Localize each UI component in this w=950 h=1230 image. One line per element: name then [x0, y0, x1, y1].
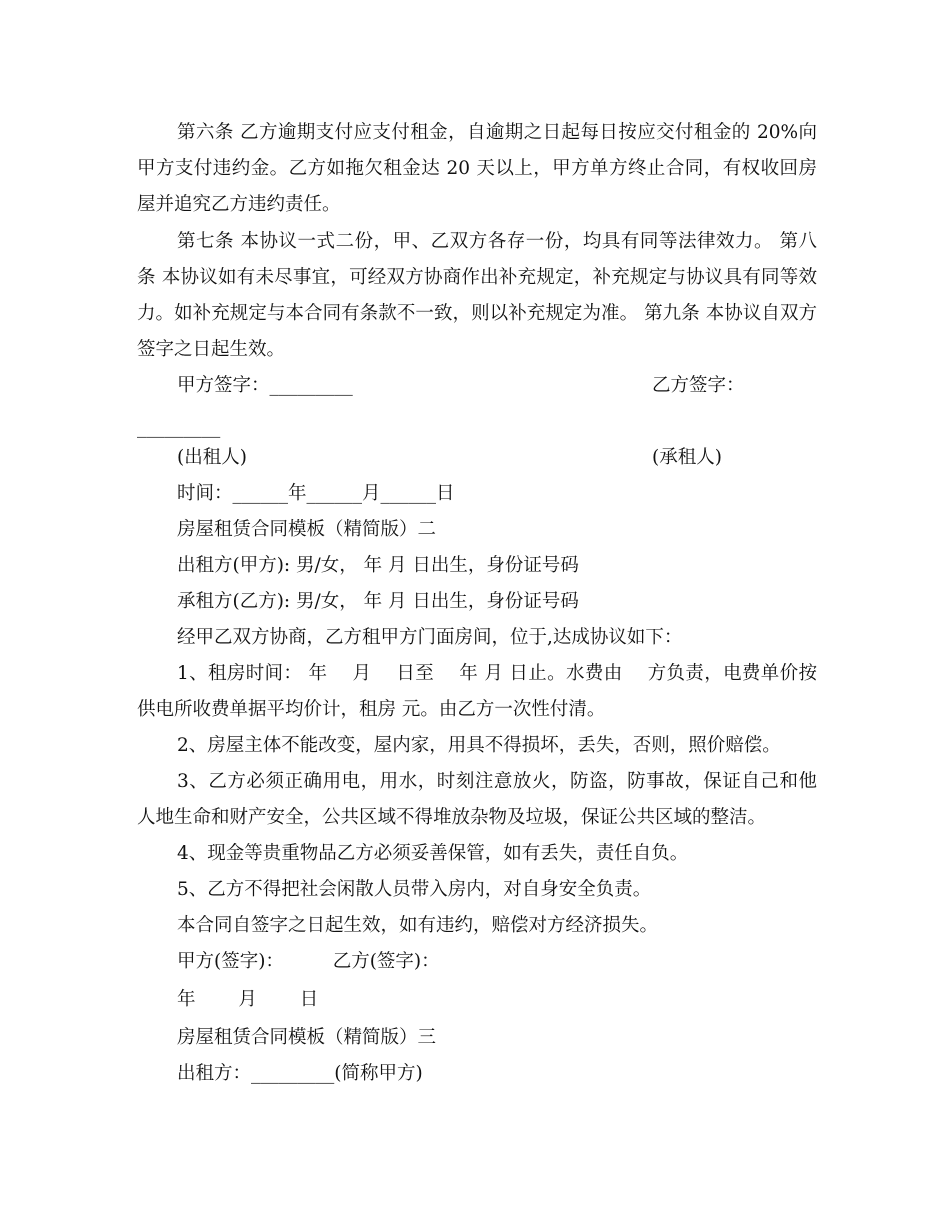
lessee-label: (承租人) [652, 447, 722, 468]
template-2-item-4: 4、现金等贵重物品乙方必须妥善保管，如有丢失，责任自负。 [177, 843, 689, 864]
template-2-lessee: 承租方(乙方): 男/女， 年 月 日出生，身份证号码 [177, 591, 579, 612]
template-2-intro: 经甲乙双方协商，乙方租甲方门面房间，位于,达成协议如下： [177, 627, 683, 648]
template-2-lessor: 出租方(甲方): 男/女， 年 月 日出生，身份证号码 [177, 555, 579, 576]
party-b-signature-label: 乙方签字： [652, 375, 745, 396]
sign-date-line: 时间：______年______月______日 [177, 483, 455, 504]
template-2-effective-clause: 本合同自签字之日起生效，如有违约，赔偿对方经济损失。 [177, 915, 659, 936]
template-2-item-5: 5、乙方不得把社会闲散人员带入房内，对自身安全负责。 [177, 879, 652, 900]
template-3-lessor: 出租方：_________(简称甲方) [177, 1063, 423, 1084]
party-a-signature-line: 甲方签字：_________ [177, 375, 353, 396]
template-2-date: 年 月 日 [177, 989, 319, 1010]
template-2-title: 房屋租赁合同模板（精简版）二 [177, 519, 437, 540]
template-2-item-2: 2、房屋主体不能改变，屋内家，用具不得损坏，丢失，否则，照价赔偿。 [177, 735, 781, 756]
template-2-signatures: 甲方(签字)： 乙方(签字)： [177, 951, 440, 972]
template-3-title: 房屋租赁合同模板（精简版）三 [177, 1027, 437, 1048]
article-6-paragraph: 第六条 乙方逾期支付应支付租金，自逾期之日起每日按应交付租金的 20%向甲方支付违约金。乙方如拖欠租金达 20 天以上，甲方单方终止合同，有权收回房屋并追究乙方违约责任。 [137, 122, 817, 215]
articles-7-9-paragraph: 第七条 本协议一式二份，甲、乙双方各存一份，均具有同等法律效力。 第八条 本协议如有未尽事宜，可经双方协商作出补充规定，补充规定与协议具有同等效力。如补充规定与本合同有条款不一致，则以补充规定为准。 第九条 本协议自双方签字之日起生效。 [137, 231, 817, 360]
party-b-signature-blank: _________ [137, 417, 221, 438]
template-2-item-3: 3、乙方必须正确用电，用水，时刻注意放火，防盗，防事故，保证自己和他人地生命和财产安全，公共区域不得堆放杂物及垃圾，保证公共区域的整洁。 [137, 771, 817, 828]
template-2-item-1: 1、租房时间： 年 月 日至 年 月 日止。水费由 方负责，电费单价按供电所收费单据平均价计，租房 元。由乙方一次性付清。 [137, 663, 817, 720]
lessor-label: (出租人) [177, 447, 247, 468]
